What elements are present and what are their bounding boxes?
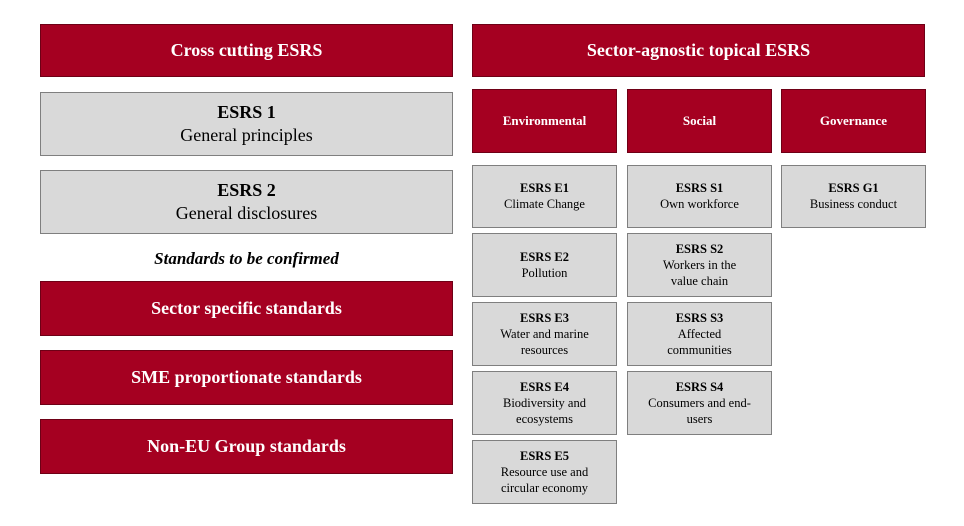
esrs2-name: General disclosures [175,203,318,223]
esrs-e4-code: ESRS E4 [520,379,569,394]
non-eu-group-standards-label: Non-EU Group standards [147,436,346,456]
esrs-g1-code: ESRS G1 [828,181,879,195]
esrs-s4-code: ESRS S4 [675,379,724,394]
sector-specific-standards-box [40,281,453,336]
esrs-s4-box [627,371,772,435]
governance-label: Governance [819,113,888,128]
sme-proportionate-standards-label: SME proportionate standards [131,367,362,387]
cross-cutting-header [40,24,453,77]
esrs-e5-line2: circular economy [500,480,589,495]
esrs-e3-box [472,302,617,366]
esrs-e1-box [472,165,617,228]
esrs2-code: ESRS 2 [217,180,276,200]
non-eu-group-standards-box [40,419,453,474]
esrs-e2-code: ESRS E2 [520,249,569,264]
esrs-e3-line1: Water and marine [500,326,589,341]
esrs-g1-line1: Business conduct [809,197,898,211]
esrs-s2-line1: Workers in the [662,257,737,272]
esrs1-code: ESRS 1 [217,102,276,122]
esrs-e1-code: ESRS E1 [520,181,569,195]
social-label: Social [682,113,717,128]
esrs-s4-line1: Consumers and end- [648,395,751,410]
esrs-s3-line1: Affected [677,326,722,341]
esrs-e3-code: ESRS E3 [520,310,569,325]
sector-agnostic-header [472,24,925,77]
esrs-e2-line1: Pollution [521,265,568,280]
environmental-label: Environmental [502,113,587,128]
esrs-s1-code: ESRS S1 [675,181,724,195]
sector-specific-standards-label: Sector specific standards [151,298,342,318]
cross-cutting-header-label: Cross cutting ESRS [170,40,323,60]
esrs-s1-line1: Own workforce [660,197,739,211]
esrs-e3-line2: resources [520,342,569,357]
esrs-e5-box [472,440,617,504]
esrs-e4-line2: ecosystems [516,411,573,426]
sme-proportionate-standards-box [40,350,453,405]
esrs-e5-line1: Resource use and [500,464,589,479]
esrs-e4-line1: Biodiversity and [503,395,586,410]
esrs1-name: General principles [180,125,313,145]
sector-agnostic-header-label: Sector-agnostic topical ESRS [586,40,811,60]
esrs-s3-code: ESRS S3 [675,310,724,325]
esrs-e4-box [472,371,617,435]
environmental-header [472,89,617,153]
esrs-s1-box [627,165,772,228]
esrs-s3-box [627,302,772,366]
esrs-e5-code: ESRS E5 [520,448,569,463]
esrs2-box [40,170,453,234]
esrs-e2-box [472,233,617,297]
esrs-s4-line2: users [686,411,713,426]
esrs-s2-box [627,233,772,297]
esrs-g1-box [781,165,926,228]
governance-header [781,89,926,153]
esrs-s2-line2: value chain [670,273,729,288]
esrs-s3-line2: communities [667,342,732,357]
standards-to-be-confirmed-note: Standards to be confirmed [154,249,339,268]
esrs-s2-code: ESRS S2 [675,241,724,256]
esrs1-box [40,92,453,156]
social-header [627,89,772,153]
esrs-e1-line1: Climate Change [504,197,585,211]
